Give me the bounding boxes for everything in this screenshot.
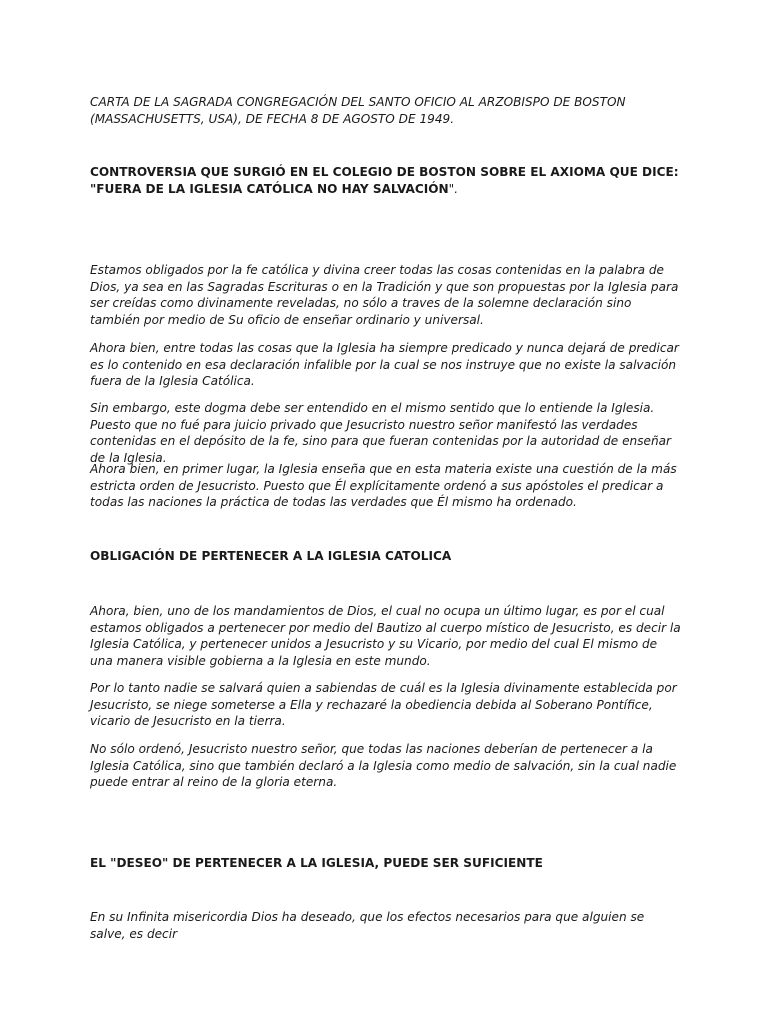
paragraph-1: Estamos obligados por la fe católica y divina creer todas las cosas contenidas en la palabra de Dios, ya sea en las Sagradas Escrituras o en la Tradición y que son propuestas por la Iglesia para ser creídas como divinamente reveladas, no sólo a traves de la solemne declaración sino también por medio de Su oficio de enseñar ordinario y universal. bbox=[90, 263, 679, 327]
paragraph-2: Ahora bien, entre todas las cosas que la Iglesia ha siempre predicado y nunca dejará de predicar es lo contenido en esa declaración infalible por la cual se nos instruye que no existe la salvación fuera de la Iglesia Católica. bbox=[90, 341, 679, 389]
heading-text: CONTROVERSIA QUE SURGIÓ EN EL COLEGIO DE BOSTON SOBRE EL AXIOMA QUE DICE: "FUERA DE LA IGLESIA CATÓLICA NO HAY SALVACIÓN bbox=[90, 165, 679, 196]
paragraph-6: Por lo tanto nadie se salvará quien a sabiendas de cuál es la Iglesia divinamente establecida por Jesucristo, se niege someterse a Ella y rechazaré la obediencia debida al Soberano Pontífice, vicario de Jesucristo en la tierra. bbox=[90, 681, 677, 729]
paragraph-3: Sin embargo, este dogma debe ser entendido en el mismo sentido que lo entiende la Iglesia. Puesto que no fué para juicio privado que Jesucristo nuestro señor manifestó las verdades contenidas en el depósito de la fe, sino para que fueran contenidas por la autoridad de enseñar de la Iglesia. bbox=[90, 401, 671, 465]
paragraph-8: En su Infinita misericordia Dios ha deseado, que los efectos necesarios para que alguien se salve, es decir bbox=[90, 910, 645, 941]
paragraph-5: Ahora, bien, uno de los mandamientos de Dios, el cual no ocupa un último lugar, es por el cual estamos obligados a pertenecer por medio del Bautizo al cuerpo místico de Jesucristo, es decir la Iglesia Católica, y pertenecer unidos a Jesucristo y su Vicario, por medio del cual El mismo de una manera visible gobierna a la Iglesia en este mundo. bbox=[90, 604, 681, 668]
section-heading-controversia bbox=[90, 164, 682, 197]
intro-paragraph: CARTA DE LA SAGRADA CONGREGACIÓN DEL SANTO OFICIO AL ARZOBISPO DE BOSTON (MASSACHUSETTS, USA), DE FECHA 8 DE AGOSTO DE 1949. bbox=[90, 95, 626, 126]
paragraph-4: Ahora bien, en primer lugar, la Iglesia enseña que en esta materia existe una cuestión de la más estricta orden de Jesucristo. Puesto que Él explícitamente ordenó a sus apóstoles el predicar a todas las naciones la práctica de todas las verdades que Él mismo ha ordenado. bbox=[90, 462, 677, 510]
heading-tail: ". bbox=[448, 181, 459, 196]
section-heading-deseo: EL "DESEO" DE PERTENECER A LA IGLESIA, PUEDE SER SUFICIENTE bbox=[90, 856, 543, 870]
paragraph-7: No sólo ordenó, Jesucristo nuestro señor, que todas las naciones deberían de pertenecer a la Iglesia Católica, sino que también declaró a la Iglesia como medio de salvación, sin la cual nadie puede entrar al reino de la gloria eterna. bbox=[90, 742, 677, 790]
section-heading-obligacion: OBLIGACIÓN DE PERTENECER A LA IGLESIA CATOLICA bbox=[90, 549, 452, 563]
